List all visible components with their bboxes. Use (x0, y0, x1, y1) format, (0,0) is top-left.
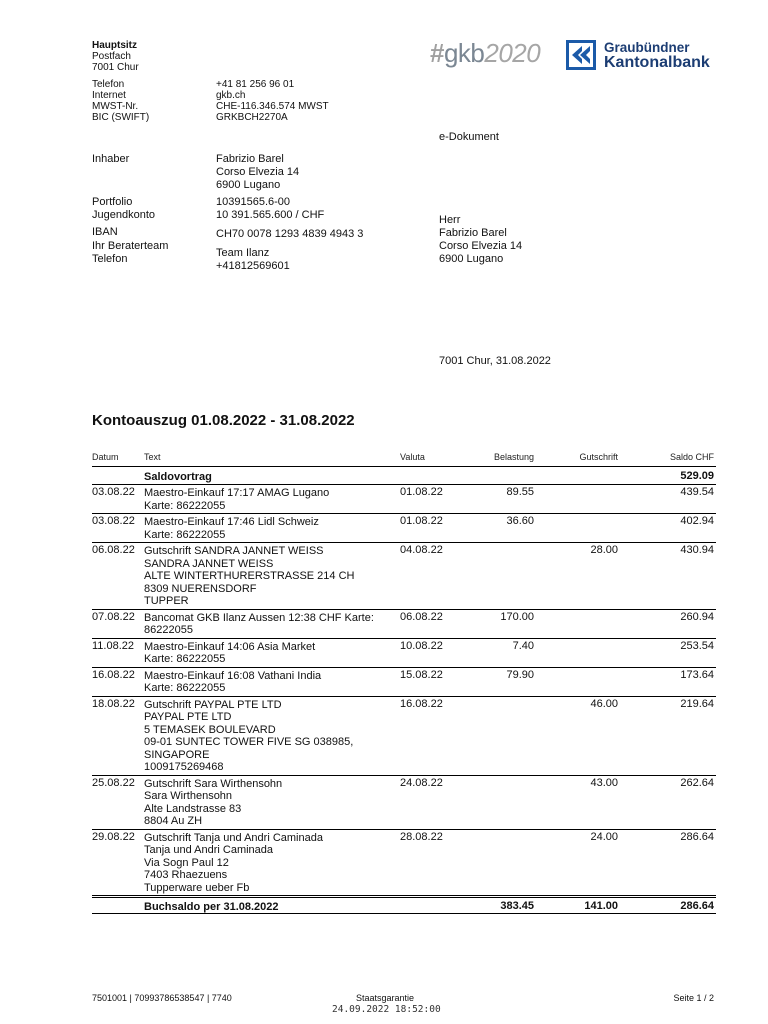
table-row (92, 776, 716, 830)
opening-saldo: 529.09 (680, 470, 714, 482)
row-belastung: 170.00 (500, 610, 534, 623)
row-text-line: Alte Landstrasse 83 (144, 802, 242, 815)
table-row (92, 514, 716, 543)
row-saldo: 260.94 (680, 610, 714, 623)
logo-gkb: gkb (443, 38, 485, 68)
sender-line: Postfach (92, 51, 131, 62)
portfolio-value: 10391565.6-00 (216, 196, 291, 208)
table-row (92, 610, 716, 639)
table-row (92, 543, 716, 610)
owner-address (216, 153, 299, 192)
header-text: Text (144, 452, 161, 462)
row-date: 06.08.22 (92, 544, 135, 556)
row-text-line: Tanja und Andri Caminada (144, 844, 274, 856)
row-text (144, 669, 321, 695)
row-text-line: SANDRA JANNET WEISS (144, 557, 274, 570)
row-text-line: Maestro-Einkauf 16:08 Vathani India (144, 669, 322, 682)
header-valuta: Valuta (400, 452, 425, 462)
owner-label: Inhaber (92, 153, 130, 165)
row-text-line: Karte: 86222055 (144, 653, 226, 665)
contact-label: Telefon (92, 79, 125, 90)
row-date: 18.08.22 (92, 697, 135, 710)
contact-label: BIC (SWIFT) (92, 112, 150, 123)
row-saldo: 219.64 (680, 697, 714, 710)
row-text (144, 777, 282, 828)
advisor-label: Ihr Beraterteam (92, 240, 169, 252)
row-gutschrift: 28.00 (590, 544, 618, 556)
row-text-line: ALTE WINTERTHURERSTRASSE 214 CH (144, 570, 355, 582)
logo-year: 2020 (484, 38, 541, 68)
closing-text: Buchsaldo per 31.08.2022 (144, 901, 279, 913)
row-text-line: TUPPER (144, 595, 189, 607)
recipient-address (439, 214, 522, 266)
row-text (144, 640, 315, 666)
table-row (92, 639, 716, 668)
row-text (144, 831, 323, 895)
contact-value: CHE-116.346.574 MWST (216, 101, 329, 112)
row-saldo: 253.54 (680, 639, 714, 652)
row-text (144, 544, 354, 608)
contact-label: MWST-Nr. (92, 101, 139, 112)
row-date: 03.08.22 (92, 515, 135, 527)
gkb2020-logo (430, 38, 540, 69)
bank-name-line1: Graubündner (604, 40, 690, 55)
portfolio-label: Portfolio (92, 196, 133, 208)
header-gutschrift: Gutschrift (579, 452, 618, 462)
header-belastung: Belastung (493, 452, 534, 462)
document-type: e-Dokument (439, 131, 499, 143)
row-text-line: Sara Wirthensohn (144, 790, 233, 802)
recipient-line: 6900 Lugano (439, 253, 504, 265)
row-text-line: Gutschrift Tanja und Andri Caminada (144, 831, 323, 844)
table-row (92, 830, 716, 897)
row-text-line: Maestro-Einkauf 17:46 Lidl Schweiz (144, 516, 319, 528)
row-text-line: 09-01 SUNTEC TOWER FIVE SG 038985, (144, 736, 354, 748)
row-text-line: 8804 Au ZH (144, 815, 203, 827)
konto-label: Jugendkonto (92, 209, 155, 221)
sender-contact-values (216, 79, 329, 123)
row-text-line: 5 TEMASEK BOULEVARD (144, 723, 276, 736)
row-text-line: Tupperware ueber Fb (144, 881, 250, 894)
row-text (144, 486, 329, 512)
row-gutschrift: 24.00 (590, 830, 618, 843)
owner-line: 6900 Lugano (216, 179, 281, 191)
row-belastung: 7.40 (512, 639, 534, 652)
row-date: 16.08.22 (92, 668, 135, 681)
recipient-line: Fabrizio Barel (439, 227, 507, 239)
table-header (92, 452, 716, 466)
row-valuta: 04.08.22 (400, 544, 443, 556)
phone-value: +41812569601 (216, 260, 290, 272)
closing-belastung: 383.45 (500, 900, 534, 912)
row-text-line: Karte: 86222055 (144, 499, 226, 512)
sender-address (92, 40, 139, 73)
row-saldo: 286.64 (680, 830, 714, 843)
advisor-value: Team Ilanz (216, 247, 270, 259)
row-text-line: Gutschrift PAYPAL PTE LTD (144, 698, 282, 711)
phone-label: Telefon (92, 253, 128, 265)
table-row (92, 485, 716, 514)
row-text-line: Maestro-Einkauf 17:17 AMAG Lugano (144, 487, 330, 499)
contact-value: +41 81 256 96 01 (216, 79, 295, 90)
row-text-line: Maestro-Einkauf 14:06 Asia Market (144, 640, 316, 653)
row-belastung: 36.60 (506, 515, 534, 527)
row-text-line: Bancomat GKB Ilanz Aussen 12:38 CHF Karte: (144, 611, 374, 624)
iban-value: CH70 0078 1293 4839 4943 3 (216, 228, 364, 240)
table-row (92, 697, 716, 776)
row-date: 11.08.22 (92, 639, 135, 652)
table-row (92, 668, 716, 697)
row-valuta: 06.08.22 (400, 610, 443, 623)
row-valuta: 15.08.22 (400, 668, 443, 681)
row-text (144, 515, 319, 541)
opening-balance-row (92, 467, 716, 485)
transaction-rows (92, 485, 716, 896)
row-valuta: 24.08.22 (400, 776, 443, 789)
row-gutschrift: 43.00 (590, 776, 618, 789)
row-valuta: 01.08.22 (400, 515, 443, 527)
sender-name: Hauptsitz (92, 40, 137, 51)
owner-line: Corso Elvezia 14 (216, 166, 300, 178)
row-text-line: PAYPAL PTE LTD (144, 711, 232, 723)
owner-line: Fabrizio Barel (216, 153, 284, 165)
header-date: Datum (92, 452, 119, 462)
row-saldo: 402.94 (680, 515, 714, 527)
konto-value: 10 391.565.600 / CHF (216, 209, 325, 221)
closing-balance-row (92, 897, 716, 914)
statement-title: Kontoauszug 01.08.2022 - 31.08.2022 (92, 412, 355, 429)
row-text-line: Gutschrift SANDRA JANNET WEISS (144, 545, 324, 557)
bank-shield-icon (566, 40, 596, 70)
logo-hash: # (430, 38, 444, 68)
row-belastung: 79.90 (506, 668, 534, 681)
row-saldo: 439.54 (680, 486, 714, 498)
opening-text: Saldovortrag (144, 471, 212, 483)
row-gutschrift: 46.00 (590, 697, 618, 710)
contact-value: gkb.ch (216, 90, 246, 101)
row-text-line: 8309 NUERENSDORF (144, 582, 257, 595)
footer-guarantee: Staatsgarantie (356, 993, 415, 1003)
row-text-line: Via Sogn Paul 12 (144, 856, 229, 869)
row-text-line: 86222055 (144, 624, 193, 636)
transactions-table (92, 452, 716, 914)
row-saldo: 430.94 (680, 544, 714, 556)
iban-label: IBAN (92, 226, 118, 238)
closing-gutschrift: 141.00 (584, 900, 618, 912)
recipient-line: Corso Elvezia 14 (439, 240, 523, 252)
row-text-line: 1009175269468 (144, 761, 224, 773)
row-saldo: 262.64 (680, 776, 714, 789)
row-valuta: 10.08.22 (400, 639, 443, 652)
row-date: 07.08.22 (92, 610, 135, 623)
footer-reference: 7501001 | 70993786538547 | 7740 (92, 993, 232, 1003)
place-date: 7001 Chur, 31.08.2022 (439, 355, 551, 367)
row-text (144, 698, 353, 774)
recipient-line: Herr (439, 214, 461, 226)
row-valuta: 01.08.22 (400, 486, 443, 498)
contact-label: Internet (92, 90, 126, 101)
row-date: 03.08.22 (92, 486, 135, 498)
bank-name (604, 40, 710, 70)
row-text-line: Karte: 86222055 (144, 682, 226, 694)
row-date: 29.08.22 (92, 830, 135, 843)
row-belastung: 89.55 (506, 486, 534, 498)
sender-contact-labels (92, 79, 149, 123)
row-text-line: Karte: 86222055 (144, 528, 226, 541)
row-text (144, 611, 374, 637)
sender-line: 7001 Chur (92, 62, 139, 73)
footer-page-number: Seite 1 / 2 (673, 993, 714, 1003)
row-text-line: SINGAPORE (144, 748, 210, 761)
closing-saldo: 286.64 (680, 900, 714, 912)
row-text-line: 7403 Rhaezuens (144, 869, 228, 881)
row-saldo: 173.64 (680, 668, 714, 681)
print-timestamp: 24.09.2022 18:52:00 (332, 1004, 441, 1015)
header-saldo: Saldo CHF (669, 452, 714, 462)
bank-logo (566, 40, 710, 70)
row-text-line: Gutschrift Sara Wirthensohn (144, 777, 283, 790)
row-date: 25.08.22 (92, 776, 135, 789)
row-valuta: 16.08.22 (400, 697, 443, 710)
bank-name-line2: Kantonalbank (604, 54, 710, 71)
row-valuta: 28.08.22 (400, 830, 443, 843)
contact-value: GRKBCH2270A (216, 112, 288, 123)
